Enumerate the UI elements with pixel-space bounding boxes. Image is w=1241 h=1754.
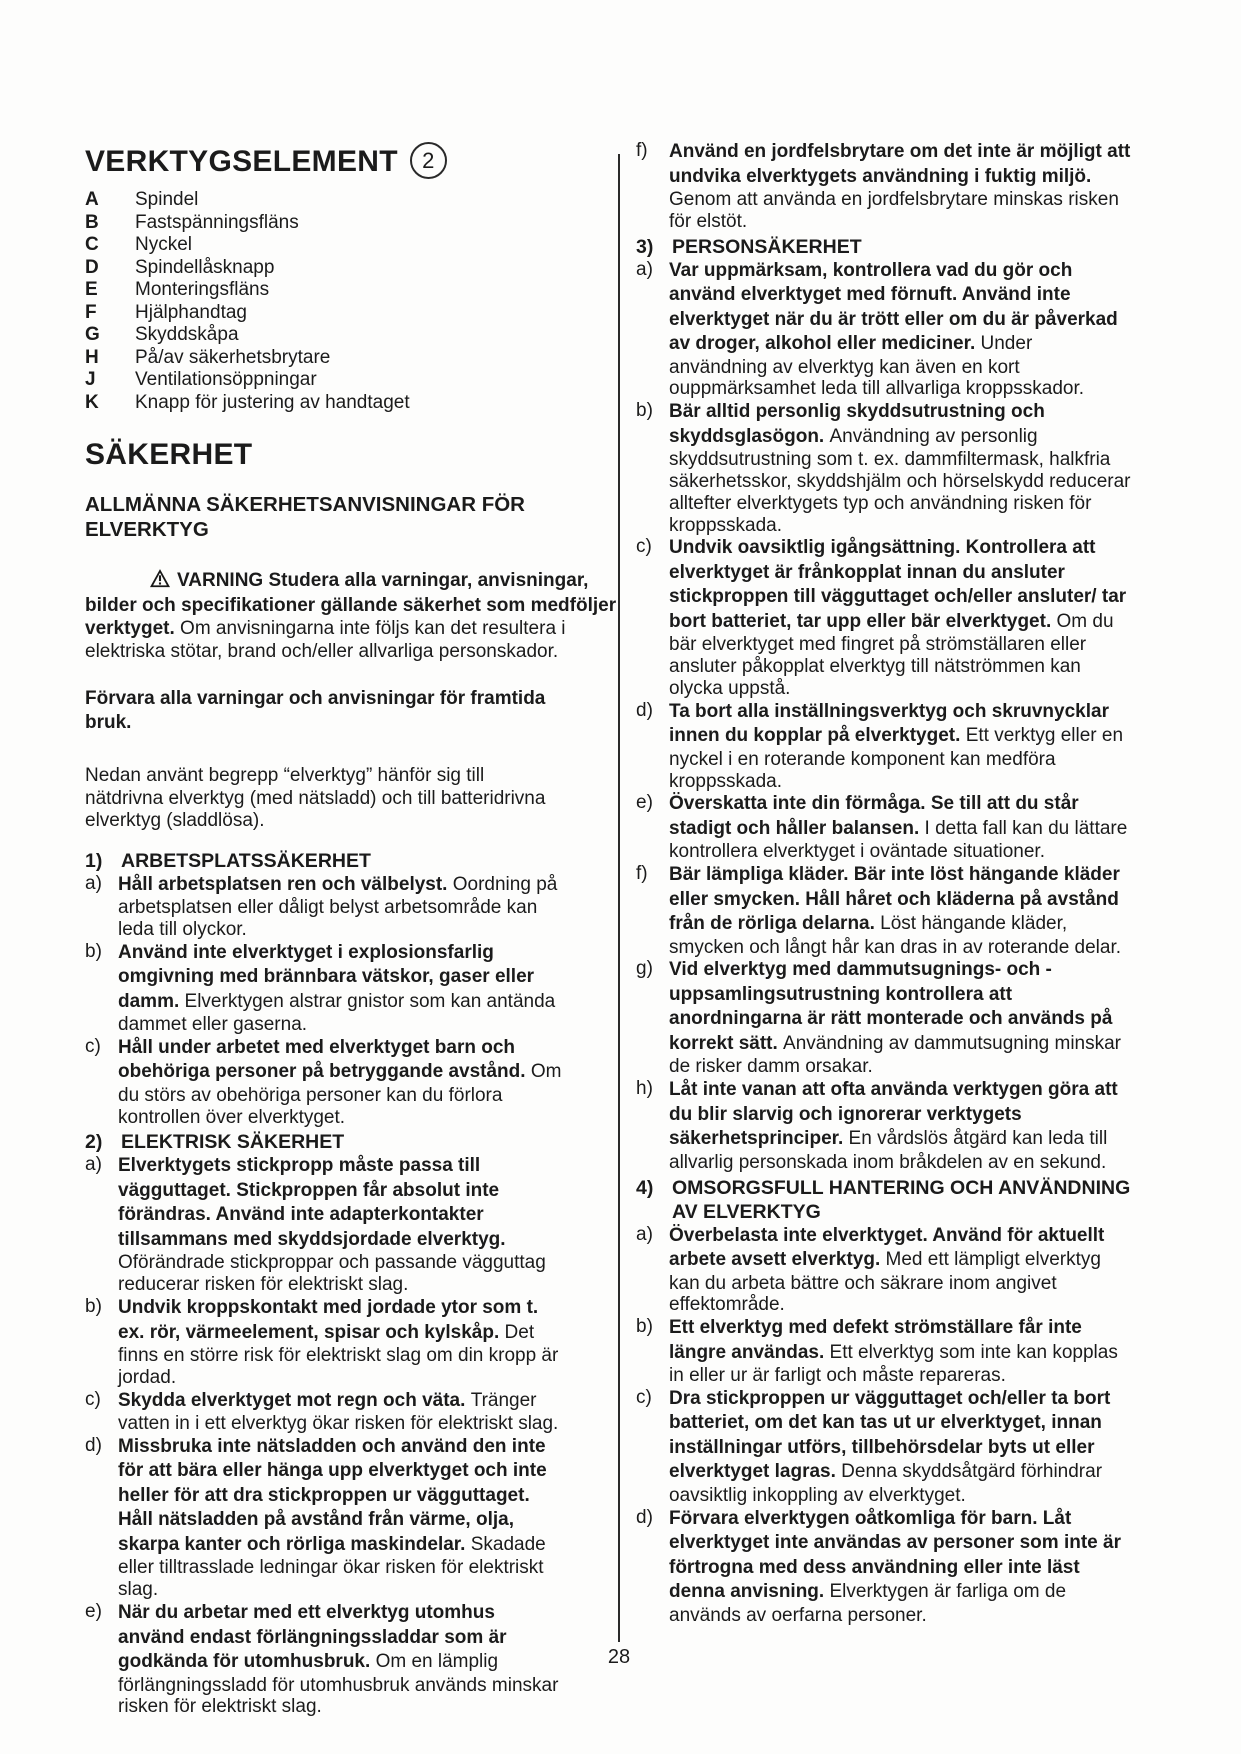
safety-item bbox=[636, 1224, 1134, 1317]
subsection-title: ALLMÄNNA SÄKERHETSANVISNINGAR FÖR ELVERKTYG bbox=[85, 493, 525, 541]
item-letter: e) bbox=[636, 792, 653, 814]
item-letter: c) bbox=[636, 536, 652, 558]
item-bold-text: Använd inte elverktyget i explosionsfarlig omgivning med brännbara vätskor, gaser eller damm. bbox=[118, 941, 535, 1012]
safety-item bbox=[85, 1036, 563, 1129]
section-title bbox=[85, 142, 563, 179]
parts-list-row bbox=[85, 392, 563, 415]
item-letter: d) bbox=[636, 699, 653, 721]
safety-item bbox=[636, 400, 1134, 536]
item-text bbox=[118, 873, 563, 941]
item-text bbox=[669, 1316, 1134, 1387]
part-letter: F bbox=[85, 301, 97, 323]
item-normal-text: I detta fall kan du lättare kontrollera elverktyget i oväntade situationer. bbox=[669, 817, 1128, 863]
item-bold-text: Låt inte vanan att ofta använda verktygen göra att du blir slarvig och ignorerar verktygets säkerhetsprinciper. bbox=[669, 1079, 1118, 1150]
item-letter: b) bbox=[636, 1316, 653, 1338]
item-bold-text: Var uppmärksam, kontrollera vad du gör och använd elverktyget med förnuft. Använd inte elverktyget när du är trött eller om du är påverkad av droger, alkohol eller mediciner. bbox=[669, 259, 1118, 355]
item-text bbox=[669, 958, 1134, 1078]
part-letter: E bbox=[85, 279, 98, 300]
parts-list bbox=[85, 189, 563, 414]
safety-item bbox=[636, 259, 1134, 401]
item-normal-text: Tränger vatten in i ett elverktyg ökar risken för elektriskt slag. bbox=[118, 1389, 559, 1435]
item-letter: c) bbox=[85, 1388, 101, 1410]
parts-list-row bbox=[85, 324, 563, 347]
item-letter: a) bbox=[85, 1154, 102, 1176]
safety-item bbox=[636, 863, 1134, 958]
part-label: På/av säkerhetsbrytare bbox=[135, 346, 331, 368]
part-letter: K bbox=[85, 391, 99, 413]
item-normal-text: Under användning av elverktyg kan även en kort ouppmärksamhet leda till allvarliga kroppsskador. bbox=[669, 333, 1085, 400]
part-letter: A bbox=[85, 189, 99, 210]
section-heading-text: ARBETSPLATSSÄKERHET bbox=[121, 849, 371, 872]
notice-paragraph: Förvara alla varningar och anvisningar för framtida bruk. bbox=[85, 688, 546, 733]
section-heading-text: PERSONSÄKERHET bbox=[672, 235, 862, 258]
item-letter: b) bbox=[85, 1296, 102, 1318]
item-text bbox=[118, 1435, 563, 1601]
safety-item bbox=[85, 1601, 563, 1718]
item-bold-text: Förvara elverktygen oåtkomliga för barn. Låt elverktyget inte användas av personer som inte är förtrogna med dess användning eller inte läst denna anvisning. bbox=[669, 1507, 1121, 1603]
part-letter: H bbox=[85, 346, 99, 368]
item-bold-text: Undvik oavsiktlig igångsättning. Kontrollera att elverktyget är frånkopplat innan du ansluter stickproppen till vägguttaget och/eller ansluter/ tar bort batteriet, tar upp eller bär elverktyget. bbox=[669, 537, 1127, 632]
item-bold-text: Missbruka inte nätsladden och använd den inte för att bära eller hänga upp elverktyget och inte heller för att dra stickproppen ur vägguttaget. Håll nätsladden på avstånd från värme, olja, skarpa kanter och rörliga maskindelar. bbox=[118, 1435, 547, 1555]
parts-list-row bbox=[85, 279, 563, 302]
section-title-text: SÄKERHET bbox=[85, 438, 253, 471]
safety-item bbox=[85, 1154, 563, 1296]
item-text bbox=[118, 1036, 563, 1129]
item-text bbox=[118, 1154, 563, 1296]
item-normal-text: Löst hängande kläder, smycken och långt hår kan dras in av roterande delar. bbox=[669, 913, 1122, 958]
safety-item bbox=[636, 140, 1134, 233]
item-bold-text: Undvik kroppskontakt med jordade ytor som t. ex. rör, värmeelement, spisar och kylskåp. bbox=[118, 1297, 539, 1343]
item-normal-text: Om du bär elverktyget med fingret på strömställaren eller ansluter påkopplat elverktyg till nätströmmen kan olycka uppstå. bbox=[669, 610, 1114, 699]
safety-item bbox=[85, 1296, 563, 1389]
parts-list-row bbox=[85, 257, 563, 280]
item-bold-text: Skydda elverktyget mot regn och väta. bbox=[118, 1389, 471, 1411]
section-title-text: VERKTYGSELEMENT bbox=[85, 145, 398, 178]
item-bold-text: Överbelasta inte elverktyget. Använd för aktuellt arbete avsett elverktyg. bbox=[669, 1224, 1105, 1271]
body-paragraph: Nedan använt begrepp “elverktyg” hänför sig till nätdrivna elverktyg (med nätsladd) och till batteridrivna elverktyg (sladdlösa). bbox=[85, 765, 546, 831]
section-heading-text: ELEKTRISK SÄKERHET bbox=[121, 1131, 345, 1154]
safety-item bbox=[85, 873, 563, 941]
item-normal-text: En vårdslös åtgärd kan leda till allvarlig personskada inom bråkdelen av en sekund. bbox=[669, 1128, 1108, 1173]
parts-list-row bbox=[85, 234, 563, 257]
numbered-section-heading bbox=[85, 1130, 563, 1154]
item-normal-text: Med ett lämpligt elverktyg kan du arbeta bättre och säkrare inom angivet effektområde. bbox=[669, 1249, 1101, 1316]
safety-item bbox=[636, 700, 1134, 793]
item-normal-text: Genom att använda en jordfelsbrytare minskas risken för elstöt. bbox=[669, 189, 1119, 232]
numbered-section-heading bbox=[85, 849, 563, 873]
part-label: Spindel bbox=[135, 189, 199, 210]
item-bold-text: Överskatta inte din förmåga. Se till att du står stadigt och håller balansen. bbox=[669, 793, 1079, 839]
item-text bbox=[669, 792, 1134, 863]
parts-list-row bbox=[85, 212, 563, 235]
item-bold-text: Vid elverktyg med dammutsugnings- och -uppsamlingsutrustning kontrollera att anordningarna är rätt monterade och används på korrekt sätt. bbox=[669, 959, 1113, 1054]
numbered-section-heading bbox=[636, 235, 1134, 259]
warning-bold-text: VARNING Studera alla varningar, anvisningar, bilder och specifikationer gällande säkerhet som medföljer verktyget. bbox=[85, 570, 617, 639]
warning-normal-text: Om anvisningarna inte följs kan det resultera i elektriska stötar, brand och/eller allvarliga personskador. bbox=[85, 618, 566, 662]
safety-item bbox=[636, 1316, 1134, 1387]
item-text bbox=[669, 700, 1134, 793]
item-text bbox=[669, 400, 1134, 536]
item-text bbox=[118, 1296, 563, 1389]
item-letter: a) bbox=[636, 1223, 653, 1245]
item-text bbox=[669, 1224, 1134, 1317]
item-letter: d) bbox=[85, 1434, 102, 1456]
warning-paragraph bbox=[85, 568, 637, 663]
part-letter: C bbox=[85, 234, 99, 255]
item-text bbox=[669, 863, 1134, 958]
item-letter: a) bbox=[85, 872, 102, 894]
item-letter: f) bbox=[636, 863, 648, 885]
section-number: 3) bbox=[636, 235, 654, 258]
item-normal-text: Denna skyddsåtgärd förhindrar oavsiktlig inkoppling av elverktyget. bbox=[669, 1461, 1103, 1506]
column-divider bbox=[618, 154, 620, 1642]
item-text bbox=[669, 1507, 1134, 1627]
figure-ref-badge: 2 bbox=[410, 142, 447, 179]
part-label: Hjälphandtag bbox=[135, 301, 247, 323]
section-number: 1) bbox=[85, 849, 103, 872]
safety-item bbox=[85, 941, 563, 1036]
safety-item bbox=[636, 1078, 1134, 1173]
parts-list-row bbox=[85, 369, 563, 392]
item-letter: g) bbox=[636, 958, 653, 980]
item-bold-text: Dra stickproppen ur vägguttaget och/eller ta bort batteriet, om det kan tas ut ur elverktyget, innan inställningar utförs, tillbehörsdelar byts ut eller elverktyget lagras. bbox=[669, 1387, 1111, 1483]
page-number: 28 bbox=[607, 1646, 631, 1668]
part-label: Monteringsfläns bbox=[135, 279, 270, 300]
item-normal-text: Det finns en större risk för elektriskt slag om din kropp är jordad. bbox=[118, 1321, 559, 1388]
item-normal-text: Ett verktyg eller en nyckel i en roterande komponent kan medföra kroppsskada. bbox=[669, 725, 1124, 792]
column-left bbox=[85, 140, 617, 1718]
item-letter: e) bbox=[85, 1601, 102, 1623]
item-normal-text: Användning av personlig skyddsutrustning som t. ex. dammfiltermask, halkfria säkerhetsskor, skyddshjälm och hörselskydd reducerar alltefter elverktygets typ och användning risken för kroppsskada. bbox=[669, 425, 1131, 536]
part-label: Spindellåsknapp bbox=[135, 256, 275, 278]
safety-item bbox=[85, 1435, 563, 1601]
part-label: Nyckel bbox=[135, 234, 193, 255]
parts-list-row bbox=[85, 302, 563, 325]
section-heading-text: OMSORGSFULL HANTERING OCH ANVÄNDNING AV ELVERKTYG bbox=[672, 1176, 1131, 1223]
item-text bbox=[669, 259, 1134, 401]
warning-triangle-icon bbox=[117, 568, 171, 594]
item-letter: h) bbox=[636, 1078, 653, 1100]
section-number: 4) bbox=[636, 1176, 654, 1199]
item-bold-text: Ta bort alla inställningsverktyg och skruvnycklar innen du kopplar på elverktyget. bbox=[669, 700, 1109, 747]
item-normal-text: Oförändrade stickproppar och passande vägguttag reducerar risken för elektriskt slag. bbox=[118, 1252, 546, 1296]
item-normal-text: Oordning på arbetsplatsen eller dåligt belyst arbetsområde kan leda till olyckor. bbox=[118, 873, 558, 940]
item-letter: a) bbox=[636, 258, 653, 280]
part-label: Ventilationsöppningar bbox=[135, 369, 317, 390]
part-label: Skyddskåpa bbox=[135, 324, 239, 345]
item-letter: d) bbox=[636, 1506, 653, 1528]
item-text bbox=[118, 1601, 563, 1718]
item-normal-text: Användning av dammutsugning minskar de risker damm orsakar. bbox=[669, 1032, 1122, 1078]
safety-item bbox=[85, 1389, 563, 1435]
item-letter: b) bbox=[636, 400, 653, 422]
part-letter: D bbox=[85, 256, 99, 278]
item-bold-text: Använd en jordfelsbrytare om det inte är möjligt att undvika elverktygets användning i fuktig miljö. bbox=[669, 141, 1131, 187]
item-text bbox=[118, 1389, 563, 1435]
safety-item bbox=[636, 1387, 1134, 1507]
item-letter: c) bbox=[85, 1035, 101, 1057]
item-bold-text: Elverktygets stickpropp måste passa till vägguttaget. Stickproppen får absolut inte förändras. Använd inte adapterkontakter tillsammans med skyddsjordade elverktyg. bbox=[118, 1155, 506, 1250]
section-title bbox=[85, 438, 563, 472]
part-label: Knapp för justering av handtaget bbox=[135, 391, 410, 413]
item-text bbox=[669, 536, 1134, 699]
item-bold-text: Håll arbetsplatsen ren och välbelyst. bbox=[118, 873, 453, 895]
safety-item bbox=[636, 1507, 1134, 1627]
parts-list-row bbox=[85, 347, 563, 370]
item-normal-text: Elverktygen alstrar gnistor som kan antända dammet eller gaserna. bbox=[118, 990, 556, 1036]
column-right bbox=[636, 140, 1134, 1627]
item-normal-text: Om du störs av obehöriga personer kan du förlora kontrollen över elverktyget. bbox=[118, 1061, 562, 1128]
part-letter: J bbox=[85, 369, 96, 390]
safety-item bbox=[636, 536, 1134, 699]
item-normal-text: Elverktygen är farliga om de används av oerfarna personer. bbox=[669, 1581, 1067, 1626]
item-letter: c) bbox=[636, 1386, 652, 1408]
section-number: 2) bbox=[85, 1131, 103, 1154]
part-letter: B bbox=[85, 211, 99, 233]
part-label: Fastspänningsfläns bbox=[135, 211, 299, 233]
item-normal-text: Skadade eller tilltrasslade ledningar ökar risken för elektriskt slag. bbox=[118, 1533, 546, 1601]
safety-item bbox=[636, 792, 1134, 863]
item-bold-text: När du arbetar med ett elverktyg utomhus använd endast förlängningssladdar som är godkända för utomhusbruk. bbox=[118, 1602, 507, 1673]
item-text bbox=[118, 941, 563, 1036]
item-letter: f) bbox=[636, 140, 648, 161]
item-bold-text: Bär lämpliga kläder. Bär inte löst hängande kläder eller smycken. Håll håret och kläderna på avstånd från de rörliga delarna. bbox=[669, 864, 1120, 935]
part-letter: G bbox=[85, 324, 100, 345]
item-bold-text: Håll under arbetet med elverktyget barn och obehöriga personer på betryggande avstånd. bbox=[118, 1036, 531, 1083]
safety-item bbox=[636, 958, 1134, 1078]
numbered-section-heading bbox=[636, 1176, 1134, 1224]
item-normal-text: Om en lämplig förlängningssladd för utomhusbruk används minskar risken för elektriskt slag. bbox=[118, 1651, 559, 1718]
item-text bbox=[669, 140, 1134, 233]
item-letter: b) bbox=[85, 940, 102, 962]
parts-list-row bbox=[85, 189, 563, 212]
item-text bbox=[669, 1387, 1134, 1507]
item-bold-text: Bär alltid personlig skyddsutrustning och skyddsglasögon. bbox=[669, 401, 1045, 447]
item-text bbox=[669, 1078, 1134, 1173]
item-bold-text: Ett elverktyg med defekt strömställare får inte längre användas. bbox=[669, 1317, 1082, 1363]
item-normal-text: Ett elverktyg som inte kan kopplas in eller ur är farligt och måste repareras. bbox=[669, 1341, 1118, 1387]
